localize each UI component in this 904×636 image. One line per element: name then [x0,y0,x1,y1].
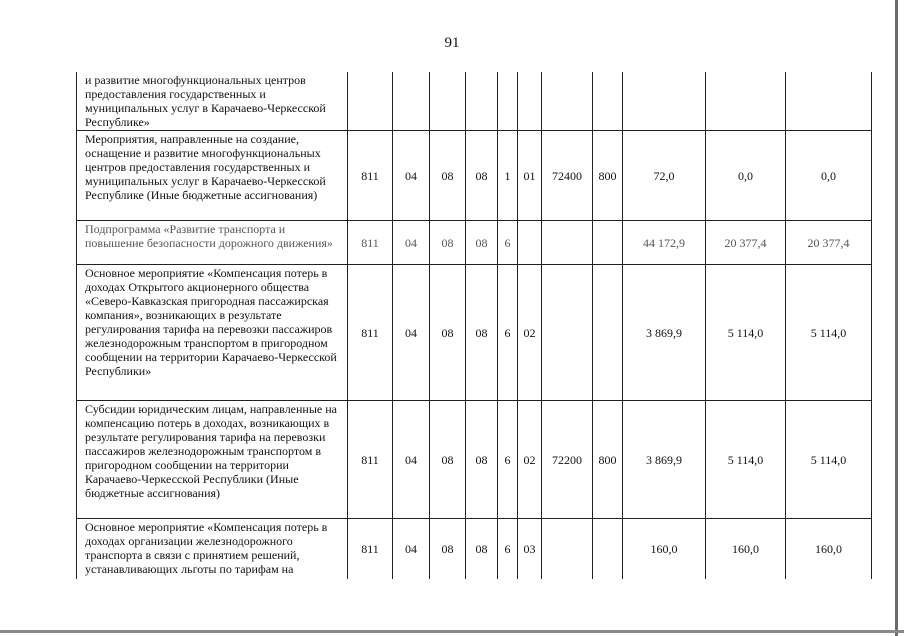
amount-year-2: 20 377,4 [706,221,786,265]
amount-year-2: 160,0 [706,519,786,579]
amount-year-3: 0,0 [786,131,872,221]
code-program: 08 [466,519,498,579]
code-expense-type [593,221,623,265]
code-expense-type [593,72,623,131]
code-main-event: 01 [518,131,542,221]
code-ministry: 811 [348,221,393,265]
amount-year-1: 3 869,9 [623,401,706,519]
amount-year-1: 72,0 [623,131,706,221]
code-main-event: 02 [518,401,542,519]
code-subprogram: 6 [498,265,518,401]
code-subsection: 08 [430,131,466,221]
amount-year-3: 20 377,4 [786,221,872,265]
row-description: Субсидии юридическим лицам, направленные на компенсацию потерь в доходах, возникающих в результате регулирования тарифа на перевозки пассажиров железнодорожным транспортом в пригородном сообщении на территории Карачаево-Черкесской Республики (Иные бюджетные ассигнования) [77,401,348,519]
code-subprogram: 6 [498,519,518,579]
code-section [393,72,430,131]
code-section: 04 [393,131,430,221]
code-direction [542,221,593,265]
code-main-event: 02 [518,265,542,401]
table-row [77,519,872,579]
code-direction [542,519,593,579]
code-subprogram: 1 [498,131,518,221]
scan-edge-right [895,0,898,636]
table-row [77,401,872,519]
code-subprogram: 6 [498,401,518,519]
code-main-event [518,72,542,131]
amount-year-2 [706,72,786,131]
code-expense-type [593,519,623,579]
code-subprogram: 6 [498,221,518,265]
code-section: 04 [393,519,430,579]
scan-edge-bottom [0,630,904,633]
amount-year-1: 160,0 [623,519,706,579]
code-subsection: 08 [430,221,466,265]
code-direction [542,265,593,401]
code-program: 08 [466,221,498,265]
code-ministry: 811 [348,265,393,401]
amount-year-3: 160,0 [786,519,872,579]
code-section: 04 [393,265,430,401]
code-direction [542,72,593,131]
amount-year-1: 3 869,9 [623,265,706,401]
code-main-event [518,221,542,265]
table-row [77,131,872,221]
code-subsection: 08 [430,519,466,579]
page-number: 91 [444,35,460,51]
code-direction: 72200 [542,401,593,519]
code-ministry: 811 [348,131,393,221]
row-description: Подпрограмма «Развитие транспорта и повышение безопасности дорожного движения» [77,221,348,265]
row-description: Основное мероприятие «Компенсация потерь в доходах Открытого акционерного общества «Северо-Кавказская пригородная пассажирская компания», возникающих в результате регулирования тарифа на перевозки пассажиров железнодорожным транспортом в пригородном сообщении на территории Карачаево-Черкесской Республики» [77,265,348,401]
amount-year-1: 44 172,9 [623,221,706,265]
amount-year-3 [786,72,872,131]
code-ministry [348,72,393,131]
amount-year-2: 0,0 [706,131,786,221]
code-section: 04 [393,221,430,265]
code-program: 08 [466,131,498,221]
code-program [466,72,498,131]
code-expense-type: 800 [593,131,623,221]
row-description: Мероприятия, направленные на создание, оснащение и развитие многофункциональных центров предоставления государственных и муниципальных услуг в Карачаево-Черкесской Республике (Иные бюджетные ассигнования) [77,131,348,221]
code-subsection: 08 [430,265,466,401]
code-direction: 72400 [542,131,593,221]
code-program: 08 [466,265,498,401]
amount-year-2: 5 114,0 [706,265,786,401]
code-expense-type [593,265,623,401]
code-ministry: 811 [348,401,393,519]
code-subsection [430,72,466,131]
amount-year-1 [623,72,706,131]
code-program: 08 [466,401,498,519]
amount-year-2: 5 114,0 [706,401,786,519]
code-subsection: 08 [430,401,466,519]
budget-table [76,72,872,579]
code-main-event: 03 [518,519,542,579]
amount-year-3: 5 114,0 [786,265,872,401]
table-row [77,265,872,401]
code-section: 04 [393,401,430,519]
row-description: Основное мероприятие «Компенсация потерь в доходах организации железнодорожного транспорта в связи с принятием решений, устанавливающих льготы по тарифам на [77,519,348,579]
code-ministry: 811 [348,519,393,579]
code-subprogram [498,72,518,131]
amount-year-3: 5 114,0 [786,401,872,519]
table-row [77,72,872,131]
code-expense-type: 800 [593,401,623,519]
table-row [77,221,872,265]
row-description: и развитие многофункциональных центров предоставления государственных и муниципальных услуг в Карачаево-Черкесской Республике» [77,72,348,131]
